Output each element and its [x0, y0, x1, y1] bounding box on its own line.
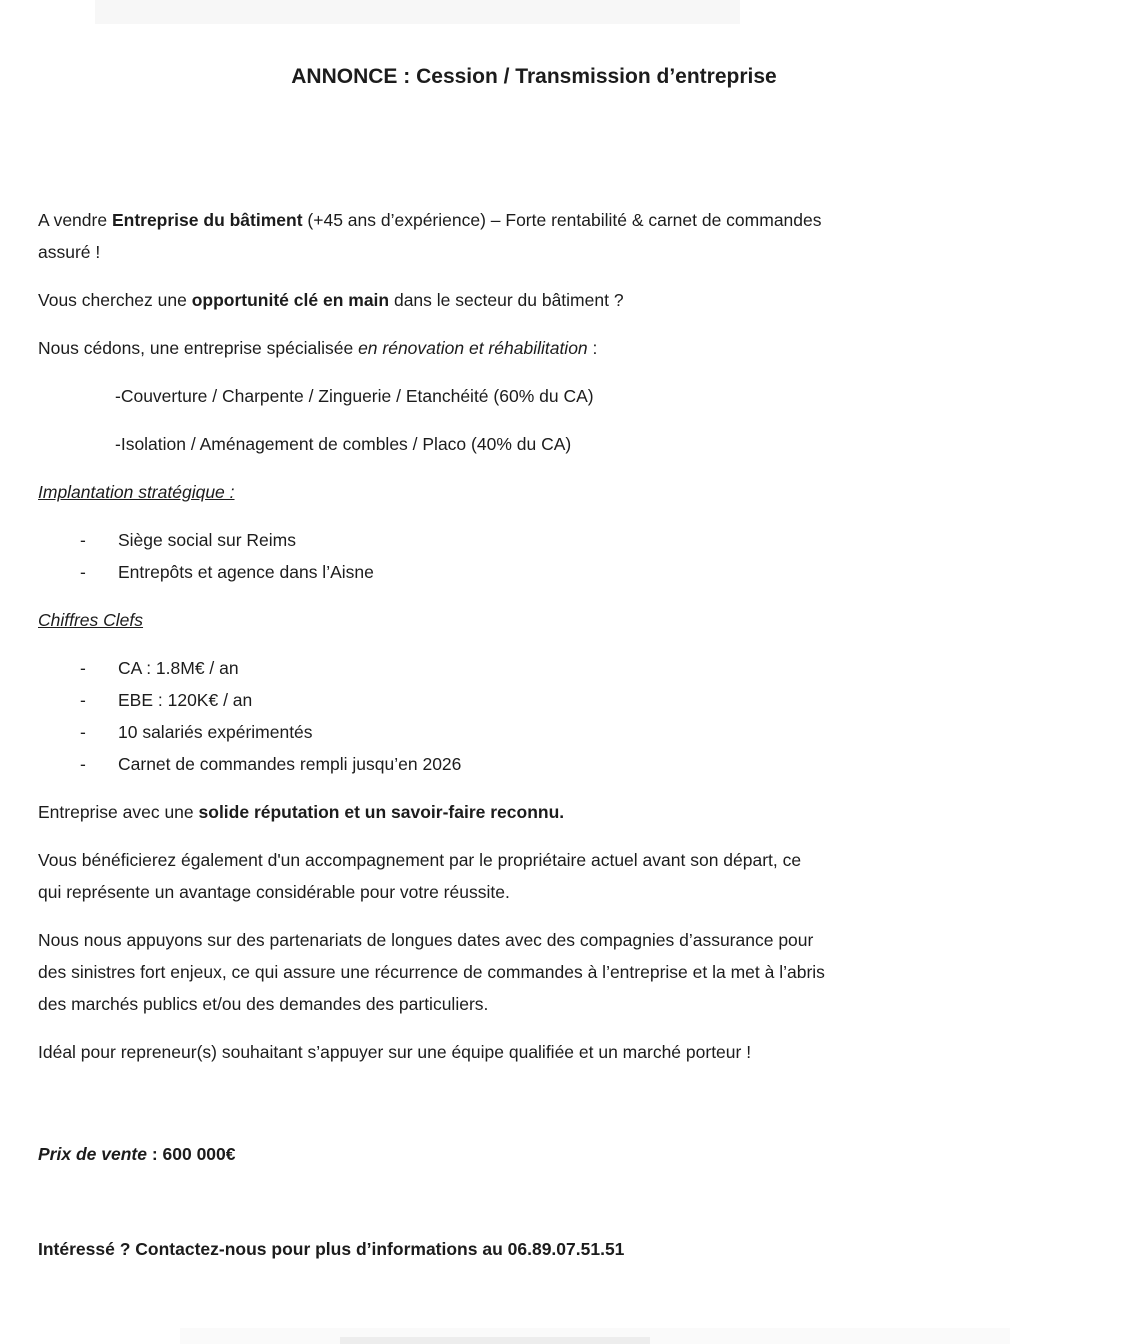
cede-pre: Nous cédons, une entreprise spécialisée	[38, 338, 359, 358]
intro-paragraph	[38, 204, 1030, 268]
reputation-paragraph	[38, 796, 1030, 828]
partenariats-line-1: Nous nous appuyons sur des partenariats de longues dates avec des compagnies d’assurance pour	[38, 930, 814, 950]
dash-bullet: -	[80, 658, 86, 678]
cede-post: :	[587, 338, 598, 358]
dash-bullet: -	[80, 722, 86, 742]
dash-bullet: -	[80, 754, 86, 774]
activity-line-1: -Couverture / Charpente / Zinguerie / Etanchéité (60% du CA)	[115, 386, 594, 406]
chiffres-heading: Chiffres Clefs	[38, 610, 144, 630]
intro-line-2: assuré !	[38, 242, 101, 262]
list-item-text: Entrepôts et agence dans l’Aisne	[118, 562, 374, 582]
partenariats-line-3: des marchés publics et/ou des demandes des particuliers.	[38, 994, 489, 1014]
price-value: 600 000€	[162, 1144, 236, 1164]
cede-paragraph	[38, 332, 1030, 364]
ideal-paragraph: Idéal pour repreneur(s) souhaitant s’appuyer sur une équipe qualifiée et un marché porteur !	[38, 1042, 752, 1062]
scan-artifact-top	[95, 0, 740, 24]
intro-post: (+45 ans d’expérience) – Forte rentabilité & carnet de commandes	[302, 210, 822, 230]
scan-artifact-bottom-strip	[340, 1337, 650, 1344]
contact-line: Intéressé ? Contactez-nous pour plus d’informations au 06.89.07.51.51	[38, 1239, 625, 1259]
list-item-text: CA : 1.8M€ / an	[118, 658, 239, 678]
chiffres-list	[38, 652, 1030, 780]
dash-bullet: -	[80, 530, 86, 550]
list-item-text: Siège social sur Reims	[118, 530, 296, 550]
intro-line-1	[38, 204, 1030, 236]
accompagnement-line-1: Vous bénéficierez également d'un accompagnement par le propriétaire actuel avant son départ, ce	[38, 850, 802, 870]
implantation-heading: Implantation stratégique :	[38, 482, 235, 502]
list-item	[80, 652, 1030, 684]
document-title: ANNONCE : Cession / Transmission d’entreprise	[291, 65, 777, 88]
list-item	[80, 748, 1030, 780]
implantation-list	[38, 524, 1030, 588]
partenariats-line-2: des sinistres fort enjeux, ce qui assure une récurrence de commandes à l’entreprise et la met à l’abris	[38, 962, 825, 982]
partenariats-paragraph	[38, 924, 1030, 1020]
question-post: dans le secteur du bâtiment ?	[389, 290, 624, 310]
question-pre: Vous cherchez une	[38, 290, 192, 310]
list-item	[80, 556, 1030, 588]
cede-italic: en rénovation et réhabilitation	[358, 338, 588, 358]
accompagnement-line-2: qui représente un avantage considérable pour votre réussite.	[38, 882, 510, 902]
price-separator: :	[146, 1144, 163, 1164]
intro-pre: A vendre	[38, 210, 112, 230]
reputation-bold: solide réputation et un savoir-faire reconnu.	[198, 802, 565, 822]
price-line	[38, 1138, 1030, 1170]
list-item	[80, 524, 1030, 556]
accompagnement-paragraph	[38, 844, 1030, 908]
question-paragraph	[38, 284, 1030, 316]
dash-bullet: -	[80, 562, 86, 582]
list-item-text: Carnet de commandes rempli jusqu’en 2026	[118, 754, 462, 774]
list-item-text: EBE : 120K€ / an	[118, 690, 253, 710]
reputation-pre: Entreprise avec une	[38, 802, 199, 822]
list-item	[80, 684, 1030, 716]
list-item	[80, 716, 1030, 748]
list-item-text: 10 salariés expérimentés	[118, 722, 313, 742]
dash-bullet: -	[80, 690, 86, 710]
price-label: Prix de vente	[38, 1144, 147, 1164]
activity-line-2: -Isolation / Aménagement de combles / Placo (40% du CA)	[115, 434, 572, 454]
question-bold: opportunité clé en main	[191, 290, 390, 310]
intro-bold: Entreprise du bâtiment	[111, 210, 303, 230]
